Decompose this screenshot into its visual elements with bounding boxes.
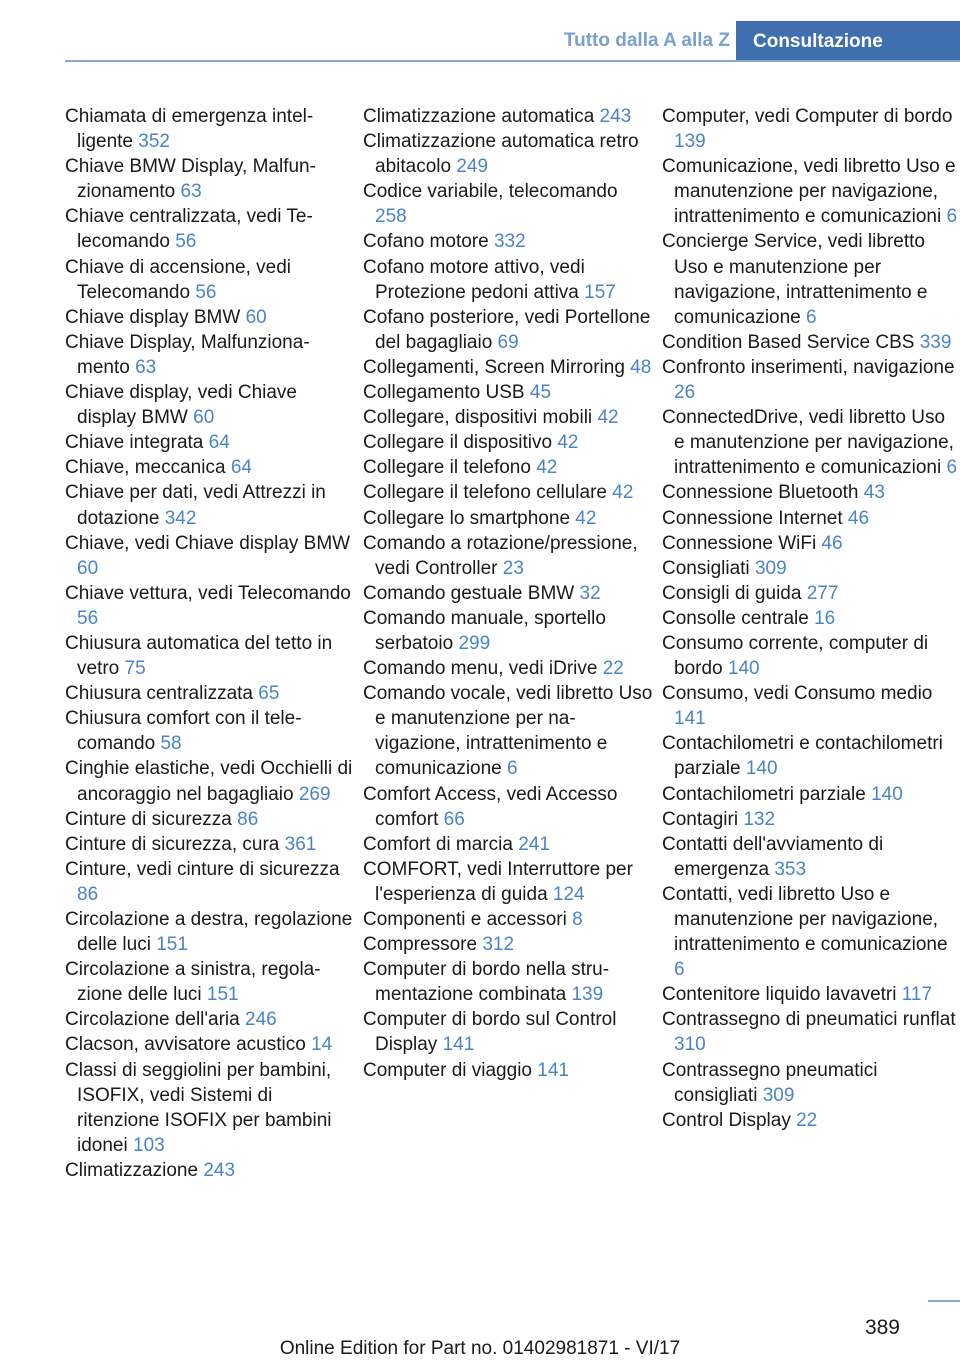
- index-entry: [662, 104, 960, 154]
- index-page-link[interactable]: 46: [821, 532, 843, 554]
- index-entry-text: Cofano motore attivo, vedi Protezione pedoni attiva: [363, 256, 585, 303]
- index-entry: [65, 957, 355, 1007]
- index-page-link[interactable]: 64: [208, 432, 230, 454]
- index-entry: [363, 104, 653, 129]
- index-entry: [363, 455, 653, 480]
- index-page-link[interactable]: 32: [579, 582, 601, 604]
- index-entry-text: Clacson, avvisatore acustico: [65, 1034, 306, 1056]
- index-entry-text: Cinture di sicurezza: [65, 808, 232, 830]
- index-entry-text: Circolazione dell'aria: [65, 1009, 240, 1031]
- index-entry-text: Chiave Display, Malfunzionamento: [65, 331, 310, 378]
- index-entry-text: Componenti e accessori: [363, 909, 567, 930]
- index-entry: [662, 480, 960, 505]
- index-page-link[interactable]: 103: [133, 1134, 165, 1156]
- index-page-link[interactable]: 48: [630, 356, 652, 378]
- index-entry-text: Contatti, vedi libretto Uso e manutenzione per navigazione, intrattenimento e comunicazione: [662, 883, 948, 956]
- index-page-link[interactable]: 58: [160, 733, 182, 755]
- index-page-link[interactable]: 56: [77, 607, 99, 629]
- index-entry: [363, 1007, 653, 1057]
- index-page-link[interactable]: 16: [814, 607, 836, 629]
- index-entry-text: Collegare lo smartphone: [363, 507, 571, 529]
- edition-footer: Online Edition for Part no. 01402981871 - VI/17: [279, 1338, 681, 1359]
- index-page-link[interactable]: 46: [847, 507, 870, 529]
- index-entry-text: Chiave BMW Display, Malfunzionamento: [65, 156, 316, 203]
- index-page-link[interactable]: 243: [599, 106, 632, 127]
- index-entry: [363, 932, 653, 957]
- index-entry-text: Computer di bordo nella strumentazione combinata: [363, 959, 610, 1006]
- index-page-link[interactable]: 66: [443, 808, 465, 830]
- index-entry: [662, 807, 960, 832]
- index-page-link[interactable]: 42: [536, 457, 558, 479]
- index-entry: [363, 405, 653, 430]
- index-page-link[interactable]: 63: [180, 181, 202, 203]
- index-entry-text: Comfort di marcia: [363, 833, 513, 855]
- index-entry: [65, 430, 355, 455]
- index-page-link[interactable]: 86: [237, 808, 259, 830]
- index-page-link[interactable]: 26: [674, 382, 696, 404]
- index-page-link[interactable]: 299: [458, 632, 491, 654]
- index-page-link[interactable]: 352: [138, 131, 170, 153]
- index-entry: [363, 581, 653, 606]
- index-entry: [363, 305, 653, 355]
- index-entry: [363, 1058, 653, 1083]
- index-page-link[interactable]: 43: [863, 482, 885, 504]
- index-entry-text: Consumo, vedi Consumo medio: [662, 683, 933, 705]
- index-page-link[interactable]: 42: [557, 432, 579, 454]
- index-entry: [662, 882, 960, 982]
- index-column-1: [65, 104, 355, 1183]
- index-entry-text: Cinture, vedi cinture di sicurezza: [65, 858, 340, 880]
- index-entry-text: Collegamento USB: [363, 382, 525, 404]
- index-entry: [65, 255, 355, 305]
- index-page-link[interactable]: 23: [502, 557, 524, 579]
- index-page-link[interactable]: 361: [284, 833, 317, 855]
- index-page-link[interactable]: 6: [806, 306, 817, 328]
- index-entry: [363, 907, 653, 932]
- index-entry: [363, 782, 653, 832]
- index-entry-text: COMFORT, vedi Interruttore per l'esperienza di guida: [363, 858, 633, 905]
- index-entry: [363, 480, 653, 505]
- index-page-link[interactable]: 56: [195, 281, 217, 303]
- index-entry: [662, 681, 960, 731]
- index-entry: [662, 1007, 960, 1057]
- index-entry: [363, 255, 653, 305]
- index-entry-text: Computer di viaggio: [363, 1059, 532, 1081]
- index-entry-text: Contagiri: [662, 808, 739, 830]
- index-entry: [65, 1007, 355, 1032]
- index-entry: [662, 1058, 960, 1108]
- index-page-link[interactable]: 243: [203, 1159, 236, 1181]
- index-entry: [65, 455, 355, 480]
- index-page-link[interactable]: 6: [946, 457, 958, 479]
- index-entry-text: Climatizzazione automatica: [363, 106, 595, 127]
- index-entry: [65, 305, 355, 330]
- index-page-link[interactable]: 56: [175, 231, 197, 253]
- index-entry: [65, 706, 355, 756]
- index-entry-text: Contachilometri parziale: [662, 783, 866, 805]
- index-page-link[interactable]: 151: [206, 984, 239, 1006]
- index-entry-text: Collegare il telefono: [363, 457, 531, 479]
- index-page-link[interactable]: 269: [298, 783, 331, 805]
- index-entry-text: Control Display: [662, 1109, 791, 1131]
- index-page-link[interactable]: 75: [124, 658, 146, 680]
- index-page-link[interactable]: 63: [135, 356, 157, 378]
- index-entry-text: Circolazione a destra, regolazione delle luci: [65, 909, 353, 956]
- index-entry-text: Compressore: [363, 934, 478, 956]
- index-entry: [363, 506, 653, 531]
- index-page-link[interactable]: 45: [529, 382, 552, 404]
- index-entry-text: Consigliati: [662, 557, 750, 579]
- index-entry: [65, 907, 355, 957]
- footer-divider: [928, 1300, 960, 1302]
- index-entry-text: Cofano motore: [363, 231, 489, 253]
- index-entry-text: Contrassegno di pneumatici runflat: [662, 1009, 956, 1031]
- index-page-link[interactable]: 339: [919, 331, 952, 353]
- index-entry-text: Chiave per dati, vedi Attrezzi in dotazione: [65, 482, 326, 529]
- index-page-link[interactable]: 132: [743, 808, 776, 830]
- index-page-link[interactable]: 309: [762, 1084, 795, 1106]
- index-page-link[interactable]: 22: [796, 1109, 818, 1131]
- index-page-link[interactable]: 60: [245, 306, 267, 328]
- page-number: 389: [864, 1316, 900, 1339]
- header-section-title: Tutto dalla A alla Z: [563, 30, 730, 51]
- index-page-link[interactable]: 140: [871, 783, 903, 805]
- index-entry: [65, 1032, 355, 1057]
- index-entry: [363, 129, 653, 179]
- index-entry: [662, 556, 960, 581]
- index-entry-text: Codice variabile, telecomando: [363, 181, 618, 203]
- index-page-link[interactable]: 14: [311, 1034, 333, 1056]
- index-entry: [662, 731, 960, 781]
- index-entry-text: Computer, vedi Computer di bordo: [662, 106, 953, 127]
- index-entry-text: Classi di seggiolini per bambini, ISOFIX, vedi Sistemi di ritenzione ISOFIX per bambini idonei: [65, 1059, 332, 1156]
- index-entry-text: Chiave integrata: [65, 432, 204, 454]
- index-entry: [662, 782, 960, 807]
- index-entry: [363, 380, 653, 405]
- index-entry-text: Computer di bordo sul Control Display: [363, 1009, 617, 1056]
- index-entry-text: Consigli di guida: [662, 582, 802, 604]
- index-page-link[interactable]: 65: [258, 683, 280, 705]
- index-column-3: [662, 104, 960, 1133]
- index-page-link[interactable]: 241: [518, 833, 550, 855]
- header-tab-consultazione: Consultazione: [736, 21, 960, 62]
- index-page-link[interactable]: 64: [230, 457, 252, 479]
- index-entry-text: Chiusura centralizzata: [65, 683, 253, 705]
- index-entry: [662, 355, 960, 405]
- index-page-link[interactable]: 249: [456, 156, 489, 178]
- index-entry: [65, 330, 355, 380]
- index-page-link[interactable]: 139: [674, 131, 706, 153]
- index-entry-text: Collegare il dispositivo: [363, 432, 553, 454]
- index-entry-text: Chiave display, vedi Chiave display BMW: [65, 382, 297, 429]
- index-page-link[interactable]: 151: [156, 934, 188, 956]
- index-entry: [65, 832, 355, 857]
- index-page-link[interactable]: 141: [674, 708, 706, 730]
- index-entry: [65, 104, 355, 154]
- index-page-link[interactable]: 42: [612, 482, 634, 504]
- index-entry-text: Comfort Access, vedi Accesso comfort: [363, 783, 618, 830]
- index-entry: [65, 631, 355, 681]
- index-page-link[interactable]: 309: [754, 557, 787, 579]
- index-entry: [363, 430, 653, 455]
- index-page-link[interactable]: 353: [774, 858, 807, 880]
- index-entry-text: Collegamenti, Screen Mirroring: [363, 356, 625, 378]
- index-entry-text: Chiusura comfort con il telecomando: [65, 708, 302, 755]
- index-entry: [363, 229, 653, 254]
- index-entry-text: Chiave vettura, vedi Telecomando: [65, 582, 351, 604]
- index-page-link[interactable]: 140: [727, 658, 760, 680]
- index-entry-text: Chiave di accensione, vedi Telecomando: [65, 256, 292, 303]
- index-entry: [662, 229, 960, 329]
- index-entry-text: Comando manuale, sportello serbatoio: [363, 607, 606, 654]
- index-entry: [662, 832, 960, 882]
- index-entry: [363, 957, 653, 1007]
- index-page-link[interactable]: 60: [77, 557, 99, 579]
- index-entry-text: Comunicazione, vedi libretto Uso e manutenzione per navigazione, intrattenimento e comunicazioni: [662, 156, 956, 228]
- index-page-link[interactable]: 246: [245, 1009, 277, 1031]
- index-entry: [363, 681, 653, 781]
- index-entry: [65, 756, 355, 806]
- index-page-link[interactable]: 157: [584, 281, 616, 303]
- index-entry-text: Comando menu, vedi iDrive: [363, 658, 598, 680]
- index-entry-text: Condition Based Service CBS: [662, 331, 915, 353]
- index-entry: [65, 204, 355, 254]
- index-entry: [662, 506, 960, 531]
- index-page-link[interactable]: 117: [901, 984, 933, 1006]
- index-page-link[interactable]: 8: [572, 909, 583, 930]
- index-entry: [662, 581, 960, 606]
- index-entry-text: Comando vocale, vedi libretto Uso e manutenzione per navigazione, intrattenimento e comunicazione: [363, 683, 653, 780]
- index-page-link[interactable]: 6: [507, 758, 518, 780]
- index-page-link[interactable]: 124: [552, 883, 585, 905]
- index-entry-text: Contatti dell'avviamento di emergenza: [662, 833, 884, 880]
- index-page-link[interactable]: 332: [493, 231, 526, 253]
- index-page-link[interactable]: 60: [193, 407, 215, 429]
- index-entry-text: Chiave centralizzata, vedi Telecomando: [65, 206, 313, 253]
- index-entry-text: Circolazione a sinistra, regolazione delle luci: [65, 959, 321, 1006]
- index-page-link[interactable]: 277: [806, 582, 839, 604]
- header-divider: [65, 60, 960, 62]
- index-page-link[interactable]: 141: [442, 1034, 475, 1056]
- index-entry: [363, 179, 653, 229]
- index-entry: [65, 857, 355, 907]
- index-page-link[interactable]: 22: [602, 658, 624, 680]
- index-entry: [65, 681, 355, 706]
- index-entry-text: Chiave, meccanica: [65, 457, 226, 479]
- index-entry-text: Cinghie elastiche, vedi Occhielli di ancoraggio nel bagagliaio: [65, 758, 353, 805]
- index-entry: [363, 606, 653, 656]
- index-entry-text: Chiusura automatica del tetto in vetro: [65, 632, 333, 680]
- index-entry: [363, 857, 653, 907]
- index-page-link[interactable]: 42: [575, 507, 597, 529]
- index-entry: [662, 982, 960, 1007]
- index-entry: [363, 355, 653, 380]
- index-entry: [662, 631, 960, 681]
- index-entry-text: Cinture di sicurezza, cura: [65, 833, 280, 855]
- index-entry-text: Chiave, vedi Chiave display BMW: [65, 532, 351, 554]
- index-entry-text: Contachilometri e contachilometri parziale: [662, 733, 943, 780]
- index-entry-text: Chiave display BMW: [65, 306, 241, 328]
- index-entry-text: Collegare il telefono cellulare: [363, 482, 607, 504]
- index-page-link[interactable]: 86: [77, 883, 99, 905]
- index-page-link[interactable]: 310: [674, 1034, 706, 1056]
- index-entry: [65, 480, 355, 530]
- index-entry: [363, 656, 653, 681]
- index-entry: [662, 330, 960, 355]
- index-entry: [65, 380, 355, 430]
- index-entry-text: Climatizzazione: [65, 1159, 199, 1181]
- index-entry: [662, 405, 960, 480]
- index-page-link[interactable]: 258: [375, 206, 407, 228]
- index-entry-text: Climatizzazione automatica retro abitacolo: [363, 131, 639, 178]
- index-page-link[interactable]: 69: [497, 331, 519, 353]
- index-entry: [662, 154, 960, 229]
- index-entry: [662, 531, 960, 556]
- index-entry: [65, 1158, 355, 1183]
- index-page-link[interactable]: 139: [571, 984, 604, 1006]
- index-page-link[interactable]: 342: [164, 507, 197, 529]
- index-entry-text: ConnectedDrive, vedi libretto Uso e manutenzione per navigazione, intrattenimento e comunicazioni: [662, 407, 954, 479]
- index-page-link[interactable]: 42: [597, 407, 619, 429]
- index-entry-text: Contenitore liquido lavavetri: [662, 984, 897, 1006]
- index-entry-text: Comando a rotazione/pressione, vedi Controller: [363, 532, 638, 579]
- index-page-link[interactable]: 6: [674, 959, 685, 981]
- index-entry-text: Contrassegno pneumatici consigliati: [662, 1059, 878, 1106]
- index-entry: [662, 1108, 960, 1133]
- index-entry-text: Connessione Bluetooth: [662, 482, 859, 504]
- index-entry-text: Collegare, dispositivi mobili: [363, 407, 593, 429]
- index-entry-text: Confronto inserimenti, navigazione: [662, 356, 955, 378]
- index-column-2: [363, 104, 653, 1083]
- index-entry: [65, 1058, 355, 1158]
- index-page-link[interactable]: 141: [537, 1059, 569, 1081]
- index-entry: [65, 807, 355, 832]
- index-entry: [65, 154, 355, 204]
- index-entry: [65, 531, 355, 581]
- index-entry-text: Connessione Internet: [662, 507, 843, 529]
- index-entry-text: Comando gestuale BMW: [363, 582, 575, 604]
- index-entry: [662, 606, 960, 631]
- index-entry-text: Connessione WiFi: [662, 532, 817, 554]
- index-page-link[interactable]: 6: [946, 206, 958, 228]
- index-entry: [65, 581, 355, 631]
- index-entry-text: Consumo corrente, computer di bordo: [662, 632, 929, 680]
- index-entry-text: Chiamata di emergenza intelligente: [65, 106, 314, 153]
- index-entry: [363, 832, 653, 857]
- index-entry-text: Cofano posteriore, vedi Portellone del bagagliaio: [363, 306, 651, 353]
- index-entry-text: Consolle centrale: [662, 607, 809, 629]
- index-entry: [363, 531, 653, 581]
- index-entry-text: Concierge Service, vedi libretto Uso e manutenzione per navigazione, intrattenimento e comunicazione: [662, 231, 928, 328]
- index-page-link[interactable]: 140: [745, 758, 778, 780]
- index-page-link[interactable]: 312: [482, 934, 515, 956]
